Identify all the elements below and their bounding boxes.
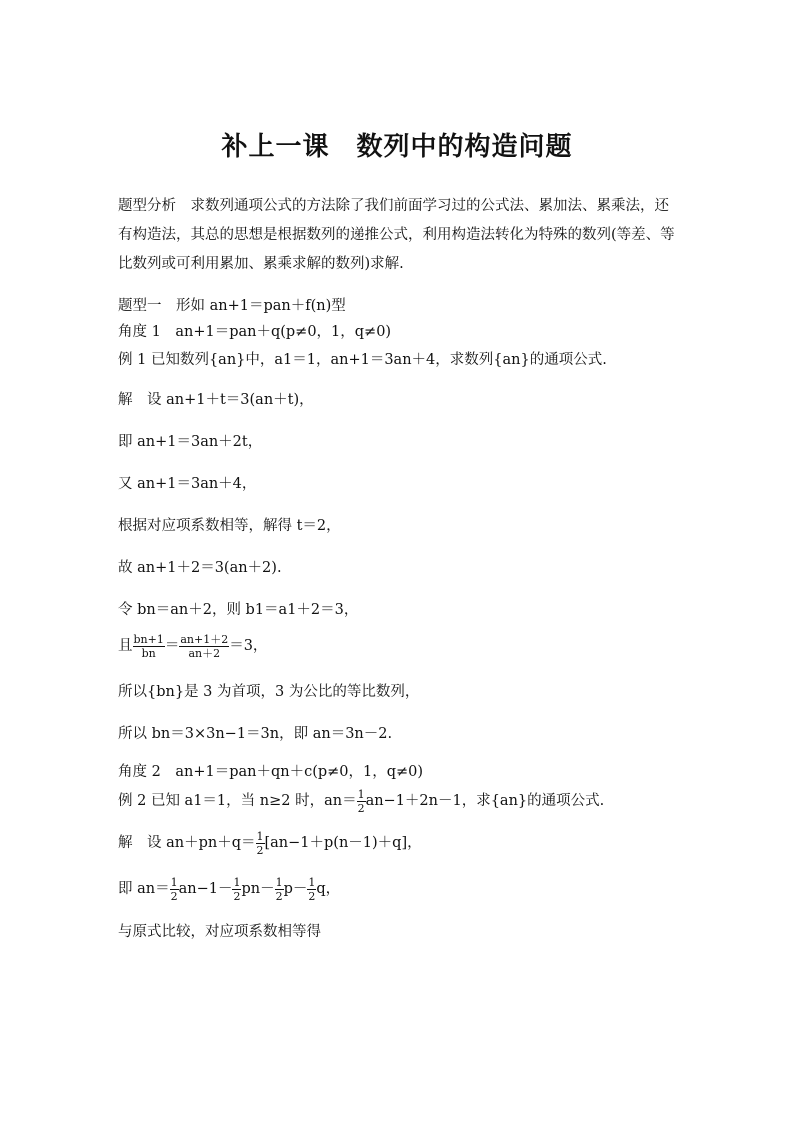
fraction-denominator: an＋2 [188, 646, 221, 660]
fraction [179, 633, 229, 660]
fraction-denominator: 2 [275, 889, 283, 903]
text-segment: 解 设 an＋pn＋q＝ [118, 835, 256, 851]
fraction-numerator: 1 [275, 875, 283, 889]
sol1-line: 故 an+1＋2＝3(an＋2). [118, 560, 282, 576]
fraction-denominator: bn [141, 646, 156, 660]
angle1-heading: 角度 1 an+1＝pan＋q(p≠0，1，q≠0) [118, 324, 392, 340]
type1-heading: 题型一 形如 an+1＝pan＋f(n)型 [118, 298, 346, 314]
page-title: 补上一课 数列中的构造问题 [221, 132, 573, 162]
fraction-numerator: an+1＋2 [180, 632, 229, 646]
angle2-heading: 角度 2 an+1＝pan＋qn＋c(p≠0，1，q≠0) [118, 764, 424, 780]
sol1-line: 又 an+1＝3an＋4， [118, 476, 257, 492]
intro-paragraph: 题型分析 求数列通项公式的方法除了我们前面学习过的公式法、累加法、累乘法，还有构造法，其总的思想是根据数列的递推公式，利用构造法转化为特殊的数列(等差、等比数列或可利用累加、累乘求解的数列)求解. [118, 198, 675, 272]
sol1-line: 根据对应项系数相等，解得 t＝2， [118, 518, 341, 534]
fraction-numerator: 1 [256, 829, 264, 843]
text-segment: 例 2 已知 a1＝1，当 n≥2 时，an＝ [118, 793, 357, 809]
text-segment: p－ [283, 881, 308, 897]
example2-text [118, 786, 678, 816]
sol1-line: 所以{bn}是 3 为首项，3 为公比的等比数列， [118, 684, 420, 700]
fraction [133, 633, 165, 660]
text-segment: 即 an＝ [118, 881, 170, 897]
sol2-line [118, 828, 678, 858]
sol1-line: 所以 bn＝3×3n−1＝3n，即 an＝3n－2. [118, 726, 393, 742]
fraction-denominator: 2 [256, 843, 264, 857]
fraction-numerator: 1 [233, 875, 241, 889]
sol1-line: 解 设 an+1＋t＝3(an＋t)， [118, 392, 314, 408]
text-segment: an−1＋2n－1，求{an}的通项公式. [365, 793, 605, 809]
fraction [170, 876, 179, 903]
fraction-denominator: 2 [357, 801, 365, 815]
text-segment: 且 [118, 638, 133, 654]
text-segment: an−1－ [178, 881, 233, 897]
fraction-numerator: bn+1 [133, 632, 164, 646]
text-segment: [an−1＋p(n－1)＋q]， [264, 835, 422, 851]
example1-text: 例 1 已知数列{an}中，a1＝1，an+1＝3an＋4，求数列{an}的通项公式. [118, 352, 607, 368]
sol1-fraction-line [118, 630, 678, 662]
fraction-denominator: 2 [170, 889, 178, 903]
fraction-numerator: 1 [170, 875, 178, 889]
sol1-line: 即 an+1＝3an＋2t， [118, 434, 263, 450]
fraction-denominator: 2 [233, 889, 241, 903]
text-segment: q， [316, 881, 341, 897]
sol1-line: 令 bn＝an＋2，则 b1＝a1＋2＝3， [118, 602, 359, 618]
fraction-numerator: 1 [308, 875, 316, 889]
sol2-line: 与原式比较，对应项系数相等得 [118, 924, 321, 940]
fraction [275, 876, 284, 903]
text-segment: pn－ [241, 881, 275, 897]
fraction [256, 830, 265, 857]
fraction [357, 788, 366, 815]
text-segment: ＝ [164, 638, 180, 654]
text-segment: ＝3， [229, 638, 268, 654]
sol2-line [118, 874, 678, 904]
fraction-denominator: 2 [308, 889, 316, 903]
fraction-numerator: 1 [357, 787, 365, 801]
